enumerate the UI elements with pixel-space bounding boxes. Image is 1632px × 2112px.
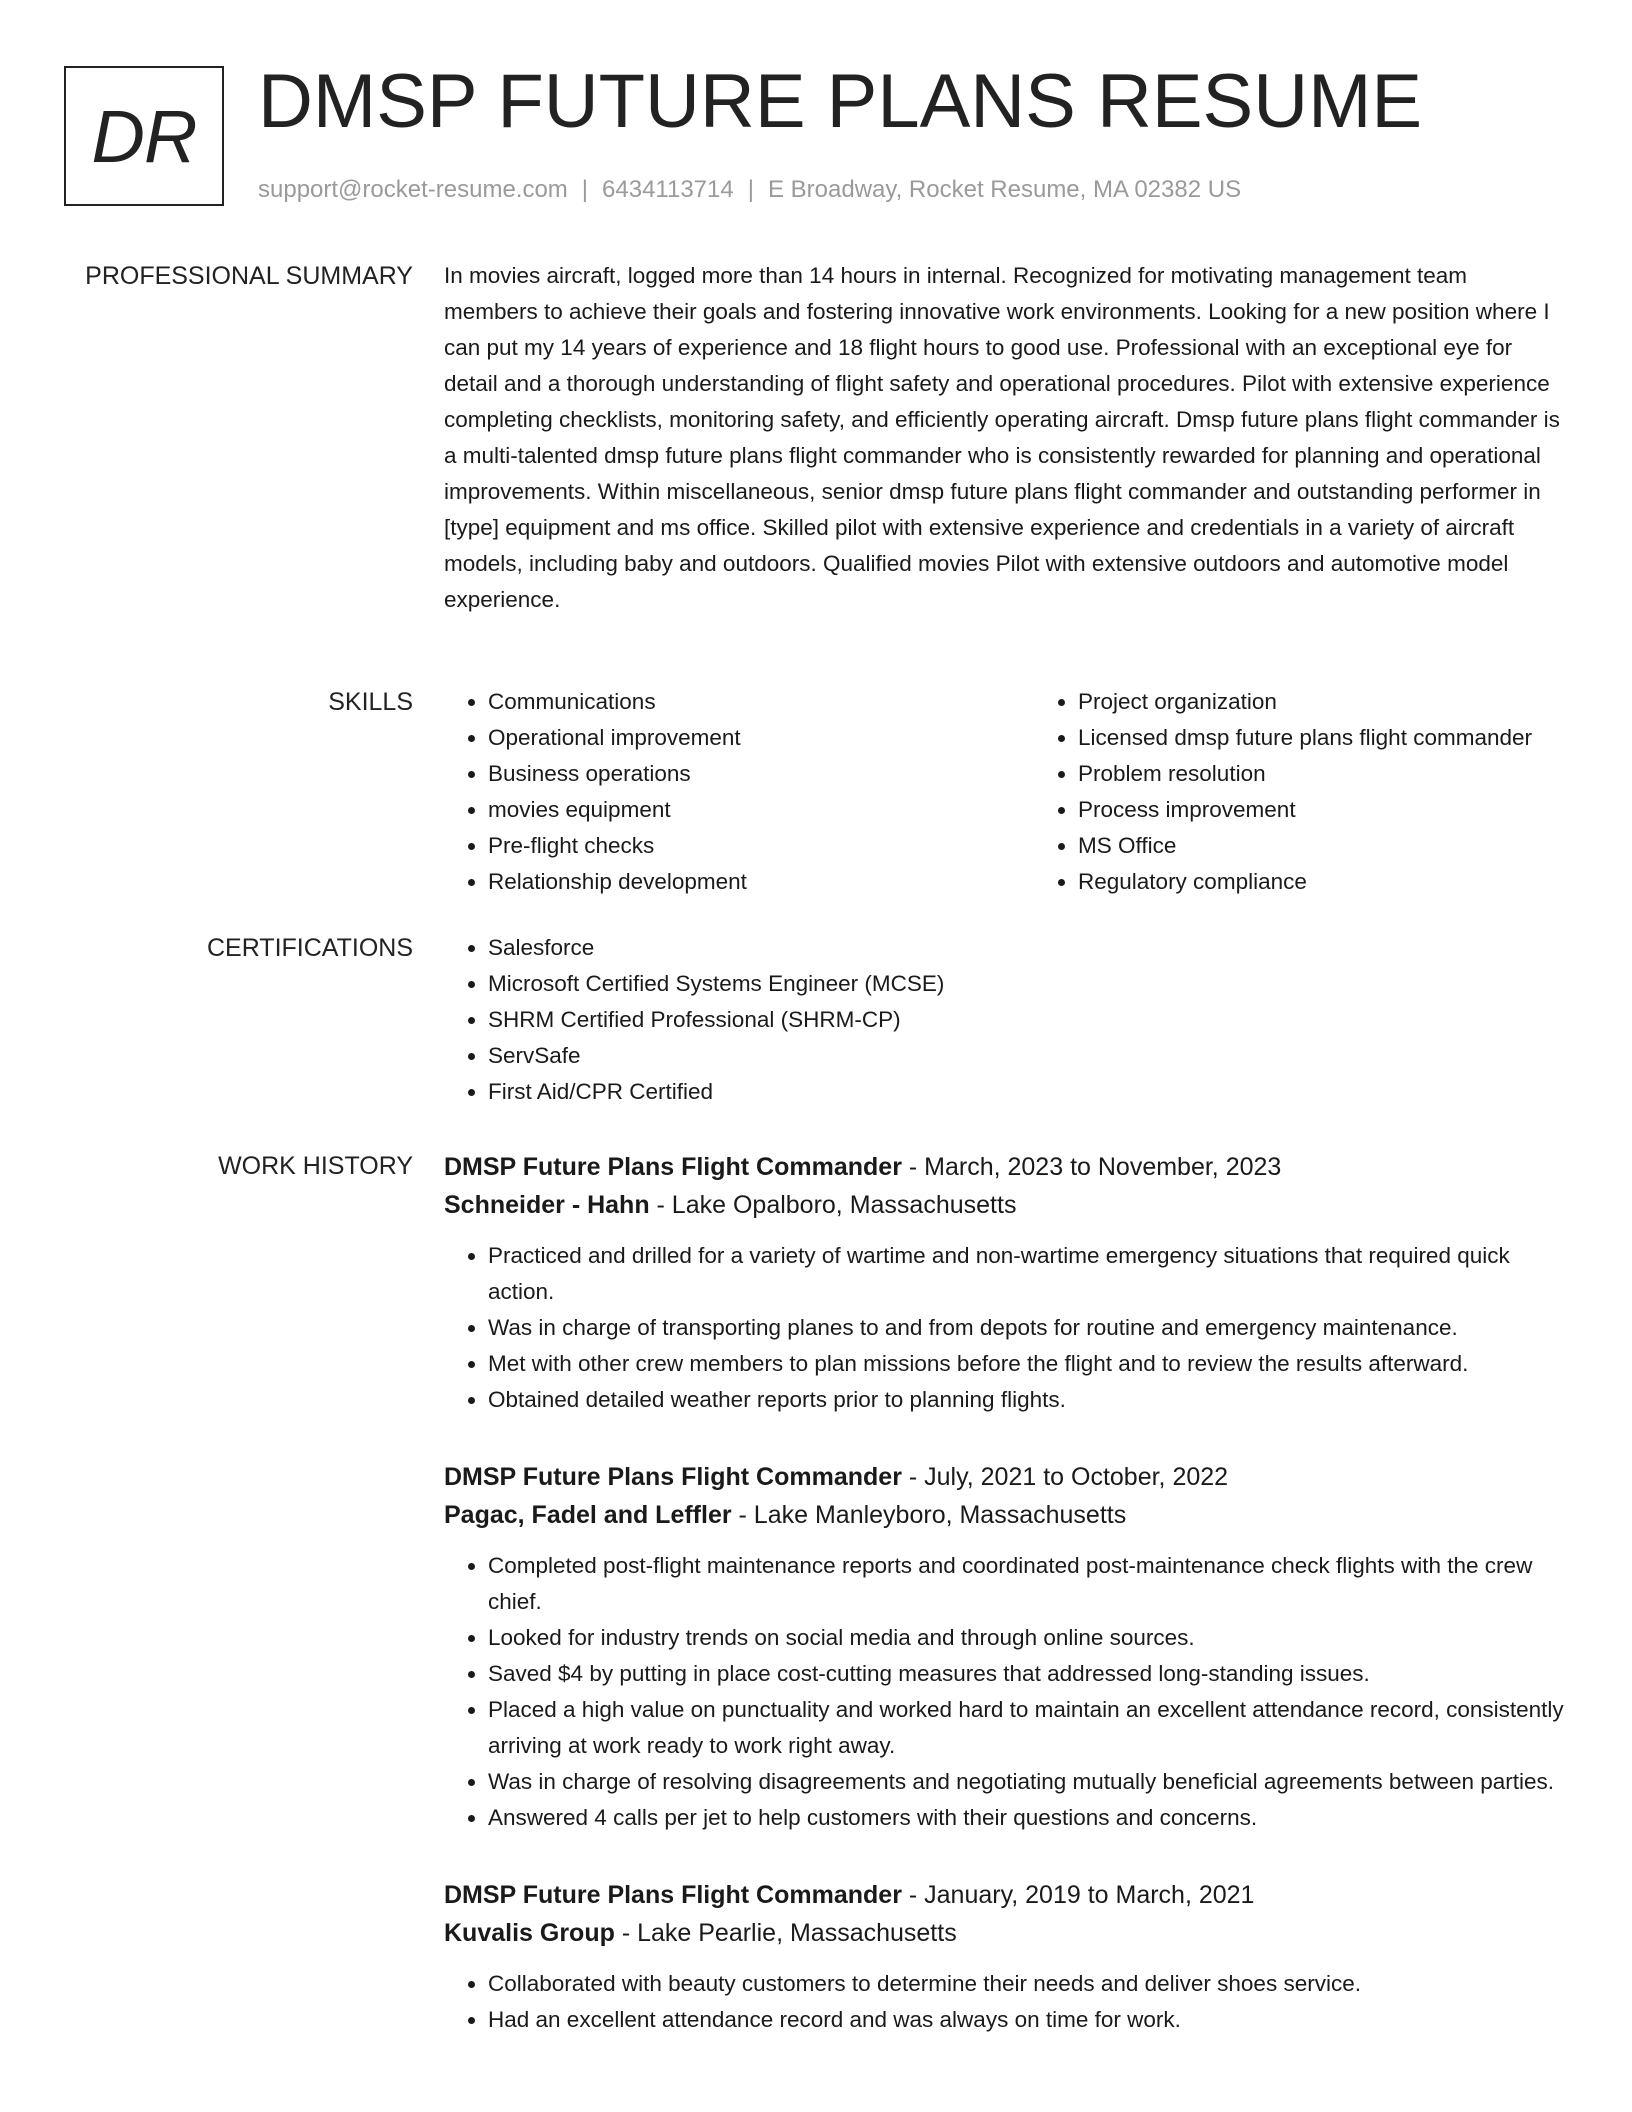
skill-item: • Project organization bbox=[1078, 684, 1632, 720]
job-entry bbox=[444, 1148, 1564, 1418]
contact-phone: 6434113714 bbox=[602, 176, 734, 203]
job-bullet: • Looked for industry trends on social media and through online sources. bbox=[488, 1620, 1564, 1656]
job-bullet: • Obtained detailed weather reports prior to planning flights. bbox=[488, 1382, 1564, 1418]
monogram-initials: DR bbox=[91, 94, 197, 178]
job-bullets bbox=[444, 1966, 1564, 2038]
skill-item: • movies equipment bbox=[488, 792, 1078, 828]
job-dates: - March, 2023 to November, 2023 bbox=[901, 1153, 1282, 1181]
certification-item: • ServSafe bbox=[488, 1038, 1564, 1074]
job-bullet: • Answered 4 calls per jet to help customers with their questions and concerns. bbox=[488, 1800, 1564, 1836]
contact-separator: | bbox=[581, 176, 589, 203]
contact-line bbox=[258, 172, 1241, 208]
skill-item: • Communications bbox=[488, 684, 1078, 720]
job-bullet: • Practiced and drilled for a variety of wartime and non-wartime emergency situations that required quick action. bbox=[488, 1238, 1564, 1310]
job-bullet: • Met with other crew members to plan missions before the flight and to review the results afterward. bbox=[488, 1346, 1564, 1382]
skill-item: • MS Office bbox=[1078, 828, 1632, 864]
job-company: Kuvalis Group bbox=[444, 1919, 615, 1947]
contact-address: E Broadway, Rocket Resume, MA 02382 US bbox=[767, 176, 1242, 203]
work-history-body bbox=[444, 1148, 1564, 2078]
job-bullet: • Was in charge of resolving disagreements and negotiating mutually beneficial agreements between parties. bbox=[488, 1764, 1564, 1800]
certification-item: • SHRM Certified Professional (SHRM-CP) bbox=[488, 1002, 1564, 1038]
job-location: - Lake Manleyboro, Massachusetts bbox=[731, 1501, 1127, 1529]
certification-item: • Microsoft Certified Systems Engineer (MCSE) bbox=[488, 966, 1564, 1002]
skill-item: • Licensed dmsp future plans flight commander bbox=[1078, 720, 1632, 756]
skills-list-right bbox=[1078, 684, 1632, 900]
job-bullets bbox=[444, 1238, 1564, 1418]
job-title-line bbox=[444, 1148, 1564, 1186]
job-location: - Lake Opalboro, Massachusetts bbox=[649, 1191, 1017, 1219]
skills-list-left bbox=[444, 684, 1078, 900]
skill-item: • Relationship development bbox=[488, 864, 1078, 900]
job-entry bbox=[444, 1876, 1564, 2038]
skills-heading: SKILLS bbox=[328, 688, 413, 716]
job-bullets bbox=[444, 1548, 1564, 1836]
skills-body bbox=[444, 684, 1564, 900]
certification-item: • Salesforce bbox=[488, 930, 1564, 966]
resume-title: DMSP FUTURE PLANS RESUME bbox=[258, 59, 1423, 144]
job-dates: - July, 2021 to October, 2022 bbox=[901, 1463, 1229, 1491]
job-bullet: • Completed post-flight maintenance reports and coordinated post-maintenance check flights with the crew chief. bbox=[488, 1548, 1564, 1620]
skill-item: • Problem resolution bbox=[1078, 756, 1632, 792]
job-dates: - January, 2019 to March, 2021 bbox=[901, 1881, 1255, 1909]
job-bullet: • Had an excellent attendance record and was always on time for work. bbox=[488, 2002, 1564, 2038]
job-company: Schneider - Hahn bbox=[444, 1191, 650, 1219]
monogram-logo bbox=[64, 66, 224, 206]
certifications-list bbox=[444, 930, 1564, 1110]
job-title-line bbox=[444, 1876, 1564, 1914]
job-title: DMSP Future Plans Flight Commander bbox=[444, 1881, 902, 1909]
job-bullet: • Placed a high value on punctuality and worked hard to maintain an excellent attendance record, consistently arriving at work ready to work right away. bbox=[488, 1692, 1564, 1764]
job-company-line bbox=[444, 1186, 1564, 1224]
summary-text: In movies aircraft, logged more than 14 hours in internal. Recognized for motivating management team members to achieve their goals and fostering innovative work environments. Looking for a new position where I can put my 14 years of experience and 18 flight hours to good use. Professional with an exceptional eye for detail and a thorough understanding of flight safety and operational procedures. Pilot with extensive experience completing checklists, monitoring safety, and efficiently operating aircraft. Dmsp future plans flight commander is a multi-talented dmsp future plans flight commander who is consistently rewarded for planning and operational improvements. Within miscellaneous, senior dmsp future plans flight commander and outstanding performer in [type] equipment and ms office. Skilled pilot with extensive experience and credentials in a variety of aircraft models, including baby and outdoors. Qualified movies Pilot with extensive outdoors and automotive model experience. bbox=[444, 263, 1560, 612]
job-company-line bbox=[444, 1914, 1564, 1952]
job-bullet: • Was in charge of transporting planes to and from depots for routine and emergency maintenance. bbox=[488, 1310, 1564, 1346]
skill-item: • Operational improvement bbox=[488, 720, 1078, 756]
job-bullet: • Saved $4 by putting in place cost-cutting measures that addressed long-standing issues. bbox=[488, 1656, 1564, 1692]
job-company-line bbox=[444, 1496, 1564, 1534]
contact-email: support@rocket-resume.com bbox=[258, 176, 568, 203]
contact-separator: | bbox=[747, 176, 754, 203]
certifications-body bbox=[444, 930, 1564, 1110]
skill-item: • Pre-flight checks bbox=[488, 828, 1078, 864]
summary-heading: PROFESSIONAL SUMMARY bbox=[85, 262, 413, 290]
certifications-heading: CERTIFICATIONS bbox=[206, 934, 413, 962]
job-company: Pagac, Fadel and Leffler bbox=[444, 1501, 732, 1529]
skill-item: • Regulatory compliance bbox=[1078, 864, 1632, 900]
work-history-heading: WORK HISTORY bbox=[218, 1152, 413, 1180]
job-title-line bbox=[444, 1458, 1564, 1496]
job-entry bbox=[444, 1458, 1564, 1836]
summary-body bbox=[444, 258, 1564, 618]
skill-item: • Business operations bbox=[488, 756, 1078, 792]
certification-item: • First Aid/CPR Certified bbox=[488, 1074, 1564, 1110]
job-title: DMSP Future Plans Flight Commander bbox=[444, 1153, 902, 1181]
job-bullet: • Collaborated with beauty customers to determine their needs and deliver shoes service. bbox=[488, 1966, 1564, 2002]
skill-item: • Process improvement bbox=[1078, 792, 1632, 828]
job-location: - Lake Pearlie, Massachusetts bbox=[614, 1919, 957, 1947]
job-title: DMSP Future Plans Flight Commander bbox=[444, 1463, 902, 1491]
